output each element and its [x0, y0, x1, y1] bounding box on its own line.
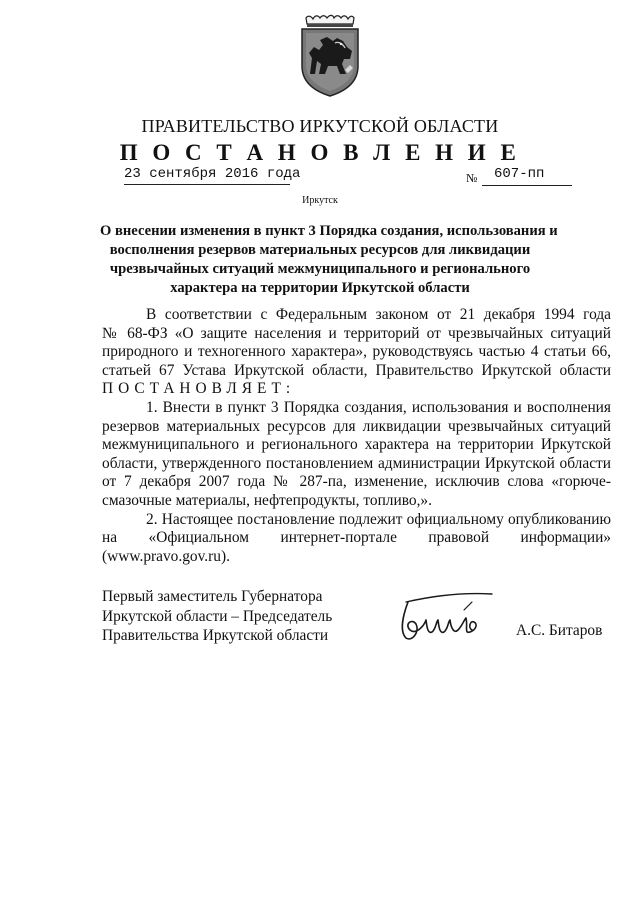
body-line: на «Официальном интернет-портале правовой информации»: [102, 529, 611, 547]
number-sign: №: [466, 171, 478, 185]
body-line: межмуниципального и регионального характера на территории Иркутской: [102, 436, 611, 454]
handwritten-signature-icon: [394, 588, 514, 644]
date-underline: [124, 184, 290, 185]
number-underline: [482, 185, 572, 186]
title-line: восполнения резервов материальных ресурсов для ликвидации: [109, 242, 531, 258]
body-line: № 68-ФЗ «О защите населения и территорий от чрезвычайных ситуаций: [102, 324, 611, 342]
document-number: 607-пп: [494, 166, 545, 182]
title-line: чрезвычайных ситуаций межмуниципального и регионального: [109, 261, 531, 277]
resolution-keyword: ПОСТАНОВЛЯЕТ:: [102, 380, 296, 398]
signer-name: А.С. Битаров: [516, 622, 603, 639]
city-label: Иркутск: [302, 195, 338, 206]
body-line: 2. Настоящее постановление подлежит официальному опубликованию: [146, 510, 611, 528]
organization-name: ПРАВИТЕЛЬСТВО ИРКУТСКОЙ ОБЛАСТИ: [141, 116, 499, 136]
body-line: В соответствии с Федеральным законом от 21 декабря 1994 года: [146, 306, 611, 323]
signer-position: [102, 587, 332, 646]
position-line: Иркутской области – Председатель: [102, 607, 333, 625]
body-line: (www.pravo.gov.ru).: [102, 547, 230, 565]
position-line: Правительства Иркутской области: [102, 627, 329, 645]
position-line: Первый заместитель Губернатора: [102, 588, 323, 605]
body-line: области, утвержденного постановлением администрации Иркутской области: [102, 454, 611, 472]
body-line: от 7 декабря 2007 года № 287-па, изменение, исключив слова «горюче-: [102, 473, 611, 491]
document-title: [100, 222, 558, 298]
body-line: 1. Внести в пункт 3 Порядка создания, использования и восполнения: [146, 398, 611, 416]
document-date: 23 сентября 2016 года: [124, 166, 301, 182]
body-line: резервов материальных ресурсов для ликвидации чрезвычайных ситуаций: [102, 417, 611, 435]
document-type: П О С Т А Н О В Л Е Н И Е: [119, 140, 521, 165]
title-line: характера на территории Иркутской области: [170, 280, 470, 296]
body-line: смазочные материалы, нефтепродукты, топливо,».: [102, 491, 432, 509]
body-line: статьей 67 Устава Иркутской области, Правительство Иркутской области: [102, 361, 611, 379]
title-line: О внесении изменения в пункт 3 Порядка создания, использования и: [100, 223, 558, 239]
body-line: природного и техногенного характера», руководствуясь частью 4 статьи 66,: [102, 343, 611, 361]
document-body: [102, 306, 611, 566]
coat-of-arms-icon: [298, 14, 362, 98]
